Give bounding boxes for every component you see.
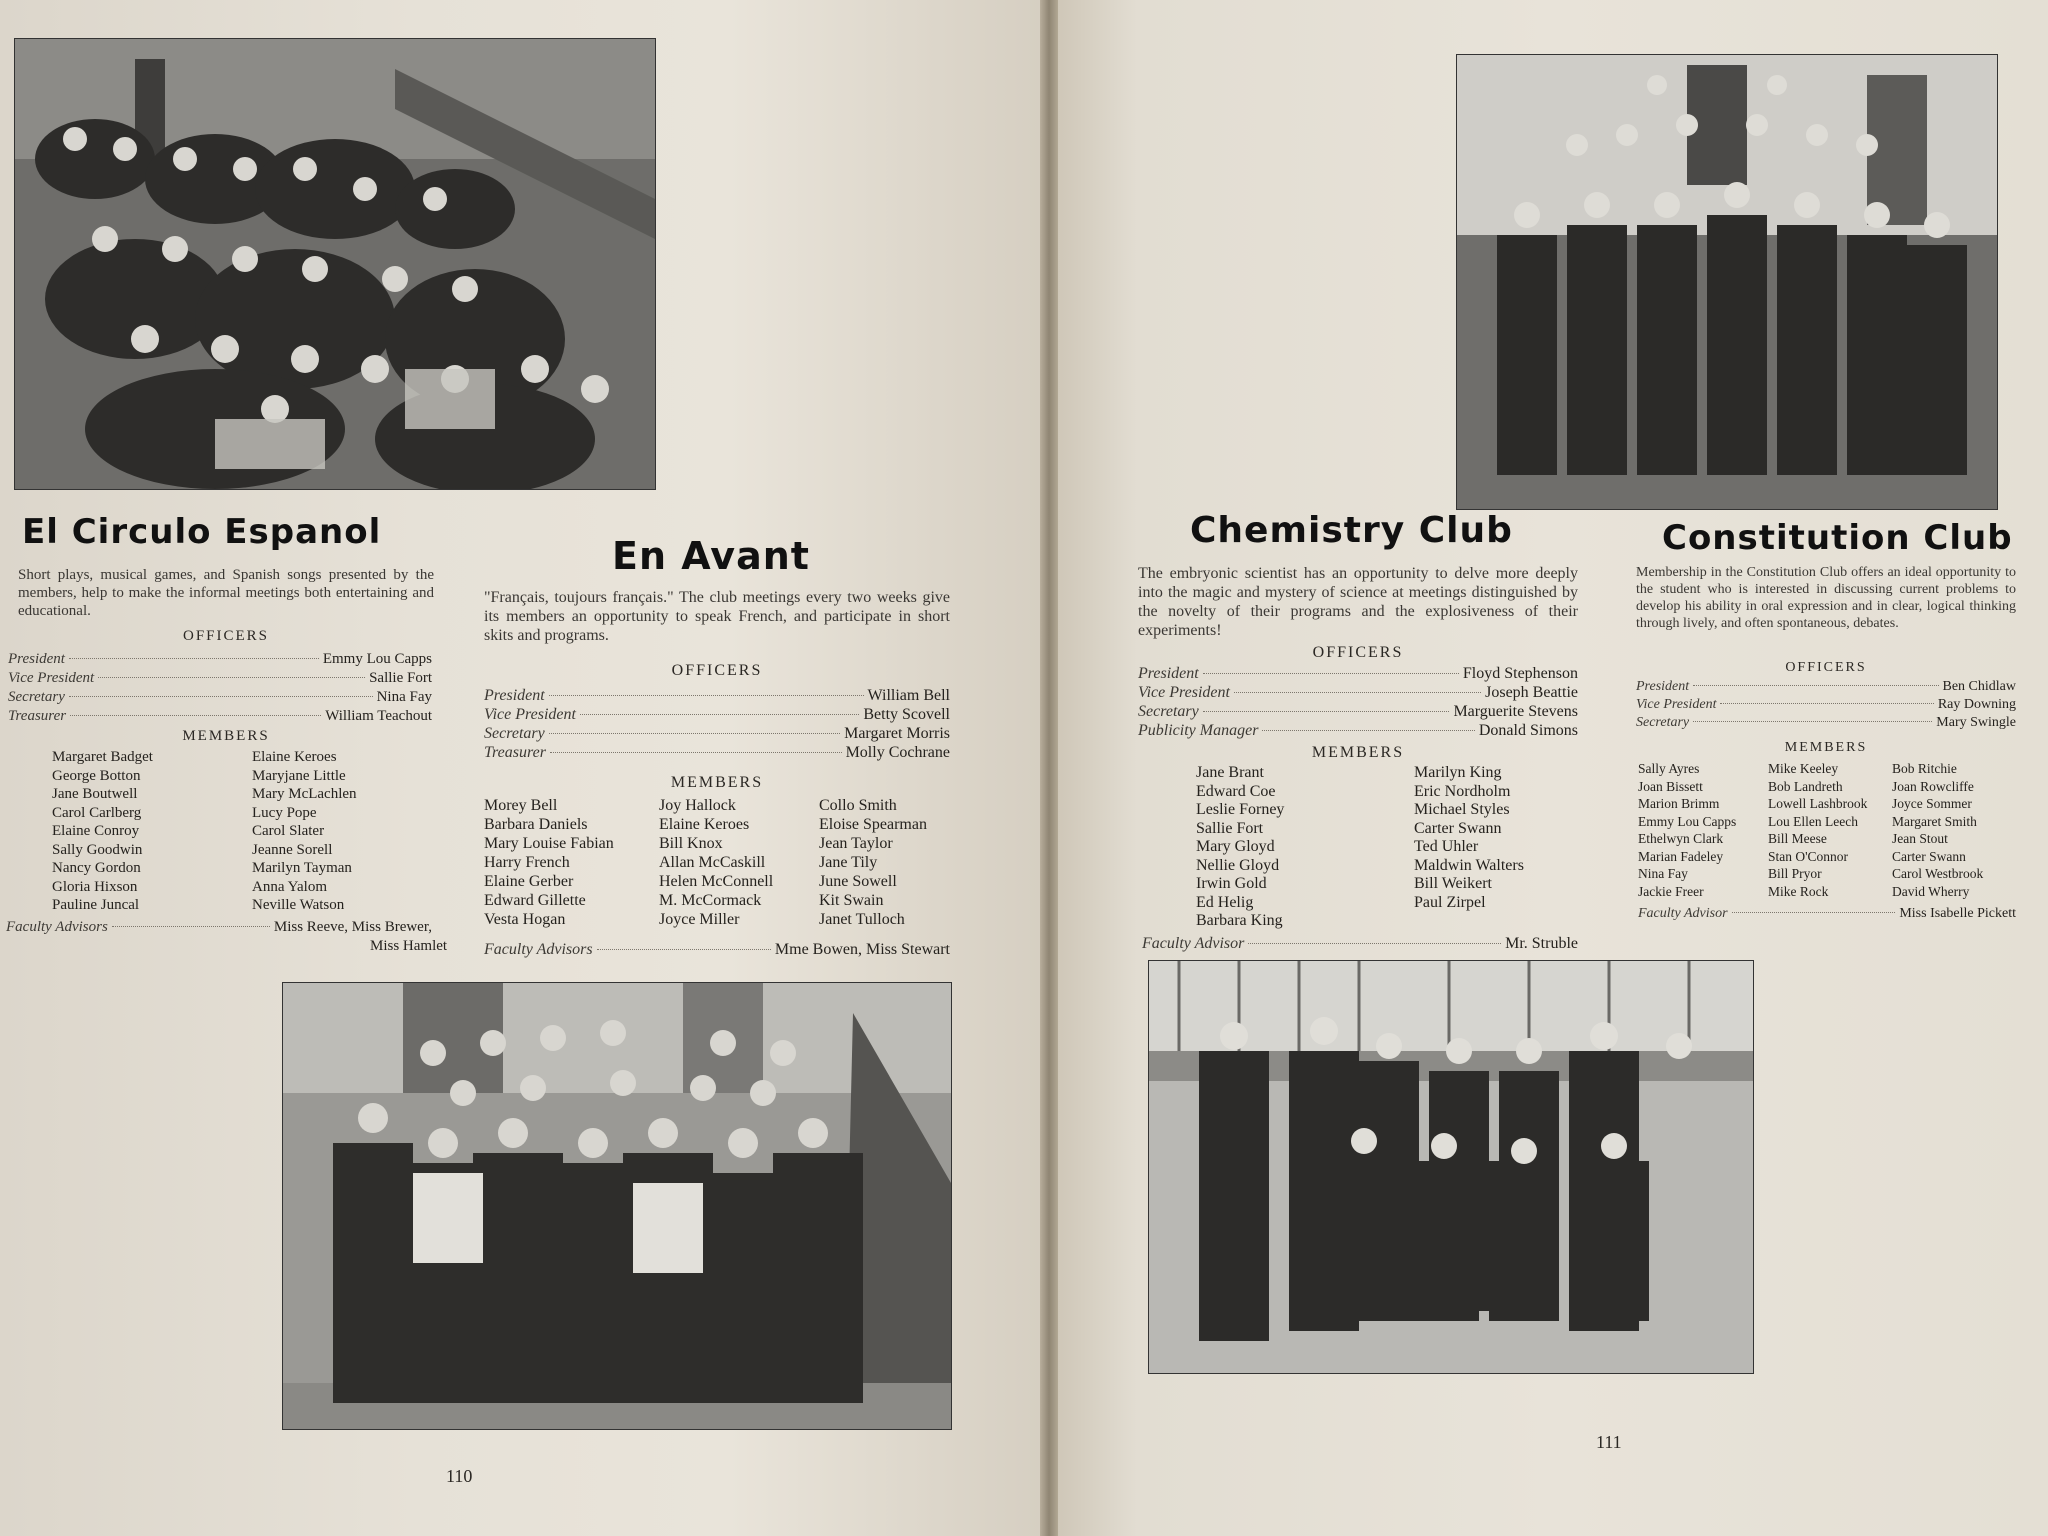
member-name: Carol Westbrook: [1892, 866, 1984, 881]
officer-role: President: [8, 651, 65, 667]
member-name: Morey Bell: [484, 797, 558, 814]
officer-row: [1138, 664, 1578, 683]
officer-row: [1636, 678, 2016, 696]
officer-name: Molly Cochrane: [845, 744, 950, 761]
officer-name: Mary Swingle: [1936, 715, 2016, 730]
intro-constitution-club: Membership in the Constitution Club offers an ideal opportunity to the student who is interested in discussing current problems to develop his ability in oral expression and in clear, logical thinking through lively, and often spontaneous, debates.: [1636, 565, 2016, 631]
member-name: Joan Rowcliffe: [1892, 778, 1974, 794]
member-name: Carol Carlberg: [52, 804, 142, 821]
member-name: Mike Keeley: [1768, 761, 1839, 776]
member-name: Anna Yalom: [252, 878, 328, 895]
intro-chemistry-club: The embryonic scientist has an opportunity to delve more deeply into the magic and mystery of science at meetings distinguished by the novelty of their programs and the explosiveness of their experiments!: [1138, 565, 1578, 639]
advisor-name: Miss Reeve, Miss Brewer,: [273, 919, 432, 935]
heading-members-chemistry: MEMBERS: [1311, 744, 1405, 761]
member-name: Jean Stout: [1892, 831, 1948, 846]
member-name: Nina Fay: [1638, 866, 1688, 881]
member-name: Michael Styles: [1414, 801, 1510, 818]
photo-el-circulo-espanol: [14, 38, 656, 490]
member-name: Bill Pryor: [1768, 866, 1822, 881]
heading-officers-chemistry: OFFICERS: [1312, 644, 1404, 661]
member-name: Carter Swann: [1892, 848, 1966, 864]
officer-role: Treasurer: [8, 708, 67, 724]
photo-en-avant: [282, 982, 952, 1430]
officer-name: Ray Downing: [1937, 697, 2016, 712]
member-name: Carter Swann: [1414, 819, 1502, 837]
member-name: Bob Ritchie: [1892, 761, 1957, 776]
member-name: Joan Bissett: [1638, 778, 1703, 794]
members-column: [1196, 764, 1414, 931]
officer-row: [8, 688, 432, 707]
officer-row: [1138, 702, 1578, 721]
advisor-role: Faculty Advisor: [1638, 906, 1728, 921]
officer-row: [1636, 696, 2016, 714]
members-chemistry: [1196, 764, 1524, 931]
intro-el-circulo-espanol: Short plays, musical games, and Spanish songs presented by the members, help to make the informal meetings both entertaining and educational.: [18, 567, 434, 619]
officer-role: President: [1138, 665, 1199, 682]
member-name: Margaret Badget: [52, 749, 153, 765]
members-column: [659, 796, 819, 929]
member-name: Sally Ayres: [1638, 761, 1700, 776]
page-number-right: 111: [1596, 1432, 1622, 1452]
officer-role: President: [1636, 679, 1690, 694]
member-name: Barbara Daniels: [484, 816, 588, 833]
officer-row: [8, 707, 432, 726]
advisor-role: Faculty Advisors: [6, 919, 108, 935]
member-name: Maldwin Walters: [1414, 856, 1524, 874]
member-name: Carol Slater: [252, 823, 325, 839]
officer-row: [1138, 721, 1578, 740]
photo-chemistry-club: [1148, 960, 1754, 1374]
member-name: Paul Zirpel: [1414, 893, 1486, 911]
member-name: Lowell Lashbrook: [1768, 796, 1868, 811]
advisor-name: Mme Bowen, Miss Stewart: [774, 941, 950, 958]
officer-name: Nina Fay: [376, 689, 432, 705]
officers-en-avant: [484, 686, 950, 762]
officer-name: Ben Chidlaw: [1942, 679, 2016, 694]
member-name: June Sowell: [819, 873, 897, 890]
officers-constitution: [1636, 678, 2016, 732]
member-name: Mike Rock: [1768, 883, 1829, 899]
officer-row: [1138, 683, 1578, 702]
officer-row: [8, 669, 432, 688]
members-column: [252, 748, 357, 915]
advisor-role: Faculty Advisors: [484, 941, 593, 958]
officer-role: Treasurer: [484, 744, 546, 761]
members-column: [1768, 760, 1892, 900]
right-page: [1058, 0, 2048, 1536]
advisor-row: [6, 918, 432, 937]
member-name: Nancy Gordon: [52, 860, 141, 876]
member-name: Neville Watson: [252, 897, 345, 913]
advisors-constitution: [1638, 904, 2016, 923]
officer-row: [484, 705, 950, 724]
officer-row: [484, 724, 950, 743]
member-name: Ed Helig: [1196, 893, 1254, 911]
members-el-circulo: [52, 748, 357, 915]
officer-role: Secretary: [1138, 703, 1199, 720]
heading-officers-el-circulo: OFFICERS: [182, 628, 270, 644]
officer-role: Publicity Manager: [1138, 722, 1259, 739]
officer-name: Sallie Fort: [369, 670, 432, 686]
member-name: Collo Smith: [819, 797, 897, 814]
member-name: Kit Swain: [819, 892, 884, 909]
heading-members-el-circulo: MEMBERS: [182, 728, 270, 744]
member-name: Stan O'Connor: [1768, 848, 1849, 864]
member-name: Bill Weikert: [1414, 875, 1492, 892]
officer-name: Joseph Beattie: [1485, 684, 1578, 701]
member-name: Jane Tily: [819, 854, 878, 871]
member-name: Mary McLachlen: [252, 786, 357, 802]
member-name: Joy Hallock: [659, 797, 736, 814]
officer-row: [484, 686, 950, 705]
officer-name: William Bell: [867, 687, 950, 704]
officer-role: Secretary: [1636, 715, 1690, 730]
member-name: Bill Knox: [659, 835, 723, 852]
member-name: George Botton: [52, 767, 141, 784]
member-name: Helen McConnell: [659, 873, 774, 890]
member-name: Mary Gloyd: [1196, 838, 1275, 855]
members-en-avant: [484, 796, 927, 929]
member-name: Marilyn Tayman: [252, 860, 352, 876]
members-column: [819, 796, 927, 929]
members-column: [1638, 760, 1768, 900]
member-name: Jeanne Sorell: [252, 841, 333, 858]
member-name: Elaine Gerber: [484, 873, 574, 890]
member-name: Marion Brimm: [1638, 796, 1720, 811]
member-name: Ethelwyn Clark: [1638, 831, 1724, 846]
officer-role: Vice President: [1138, 684, 1230, 701]
member-name: Vesta Hogan: [484, 911, 566, 928]
members-column: [1414, 764, 1524, 931]
officer-name: Margaret Morris: [844, 725, 950, 742]
member-name: Jean Taylor: [819, 835, 893, 852]
title-constitution-club: Constitution Club: [1662, 518, 2013, 558]
member-name: Elaine Keroes: [252, 749, 337, 765]
member-name: Harry French: [484, 854, 570, 871]
heading-officers-constitution: OFFICERS: [1785, 660, 1867, 675]
member-name: Elaine Conroy: [52, 823, 140, 839]
member-name: Janet Tulloch: [819, 911, 905, 928]
member-name: Margaret Smith: [1892, 813, 1977, 829]
advisor-role: Faculty Advisor: [1142, 935, 1245, 952]
members-column: [52, 748, 252, 915]
heading-officers-en-avant: OFFICERS: [671, 662, 763, 679]
title-el-circulo-espanol: El Circulo Espanol: [22, 512, 382, 552]
advisor-row: [1638, 904, 2016, 923]
member-name: Nellie Gloyd: [1196, 856, 1280, 874]
advisor-row: [484, 940, 950, 959]
officer-row: [1636, 714, 2016, 732]
member-name: Lucy Pope: [252, 804, 317, 821]
officer-role: Vice President: [8, 670, 95, 686]
heading-members-en-avant: MEMBERS: [670, 774, 764, 791]
member-name: Edward Coe: [1196, 782, 1276, 800]
member-name: Maryjane Little: [252, 767, 346, 784]
officer-role: Secretary: [484, 725, 545, 742]
member-name: Bob Landreth: [1768, 778, 1843, 794]
member-name: Irwin Gold: [1196, 875, 1267, 892]
member-name: Jane Brant: [1196, 764, 1264, 781]
officer-row: [484, 743, 950, 762]
member-name: Marilyn King: [1414, 764, 1502, 781]
officer-name: Marguerite Stevens: [1453, 703, 1578, 720]
book-gutter: [1040, 0, 1058, 1536]
member-name: Elaine Keroes: [659, 816, 750, 833]
members-constitution: [1638, 760, 1983, 900]
member-name: Joyce Miller: [659, 911, 740, 928]
member-name: Edward Gillette: [484, 892, 586, 909]
member-name: David Wherry: [1892, 883, 1970, 899]
member-name: Eloise Spearman: [819, 816, 927, 833]
officers-el-circulo: [8, 650, 432, 726]
member-name: Barbara King: [1196, 912, 1283, 929]
officers-chemistry: [1138, 664, 1578, 740]
member-name: Eric Nordholm: [1414, 782, 1511, 800]
advisor-name: Miss Isabelle Pickett: [1899, 906, 2016, 921]
officer-role: President: [484, 687, 545, 704]
member-name: Jackie Freer: [1638, 883, 1704, 899]
member-name: Leslie Forney: [1196, 801, 1285, 818]
title-chemistry-club: Chemistry Club: [1190, 510, 1513, 551]
member-name: Emmy Lou Capps: [1638, 813, 1737, 829]
page-number-left: 110: [446, 1466, 473, 1486]
advisors-en-avant: [484, 940, 950, 959]
member-name: Pauline Juncal: [52, 897, 140, 913]
title-en-avant: En Avant: [612, 534, 810, 578]
advisor-name-continued: Miss Hamlet: [370, 938, 448, 954]
member-name: Joyce Sommer: [1892, 796, 1972, 811]
officer-role: Vice President: [1636, 697, 1717, 712]
members-column: [1892, 760, 1983, 900]
advisor-row: [1142, 934, 1578, 953]
heading-members-constitution: MEMBERS: [1784, 740, 1868, 755]
member-name: Bill Meese: [1768, 831, 1827, 846]
photo-constitution-club: [1456, 54, 1998, 510]
intro-en-avant: "Français, toujours français." The club meetings every two weeks give its members an opportunity to speak French, and participate in short skits and programs.: [484, 589, 950, 644]
member-name: Sallie Fort: [1196, 819, 1264, 837]
officer-row: [8, 650, 432, 669]
member-name: Mary Louise Fabian: [484, 835, 614, 852]
member-name: Sally Goodwin: [52, 841, 143, 858]
member-name: Marian Fadeley: [1638, 848, 1724, 864]
officer-role: Vice President: [484, 706, 576, 723]
members-column: [484, 796, 659, 929]
advisors-chemistry: [1142, 934, 1578, 953]
member-name: Allan McCaskill: [659, 854, 766, 871]
officer-name: Emmy Lou Capps: [322, 651, 432, 667]
member-name: Jane Boutwell: [52, 786, 138, 802]
member-name: Lou Ellen Leech: [1768, 813, 1858, 829]
officer-name: Donald Simons: [1478, 722, 1578, 739]
officer-name: Floyd Stephenson: [1462, 665, 1578, 682]
officer-name: William Teachout: [325, 708, 432, 724]
member-name: Ted Uhler: [1414, 838, 1479, 855]
officer-name: Betty Scovell: [863, 706, 950, 723]
member-name: Gloria Hixson: [52, 878, 138, 895]
advisor-name: Mr. Struble: [1505, 935, 1578, 952]
officer-role: Secretary: [8, 689, 65, 705]
member-name: M. McCormack: [659, 892, 762, 909]
advisors-el-circulo: [6, 918, 432, 937]
